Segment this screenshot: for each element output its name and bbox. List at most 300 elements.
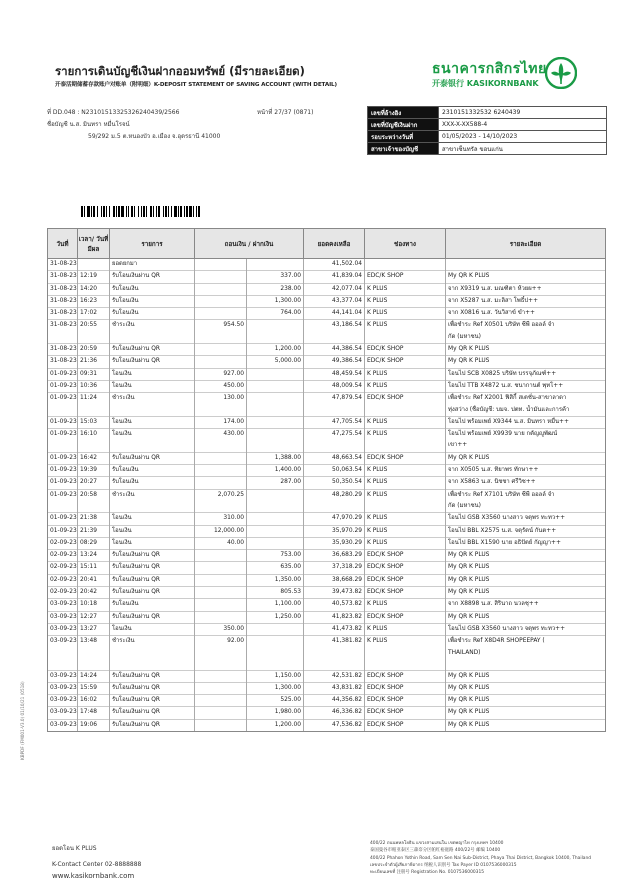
- row-time: 13:27: [78, 623, 110, 635]
- row-channel: EDC/K SHOP: [365, 587, 446, 599]
- row-date: 31-08-23: [48, 283, 78, 295]
- row-deposit: 1,350.00: [247, 574, 304, 586]
- row-date: 03-09-23: [48, 611, 78, 623]
- account-name: ชื่อบัญชี น.ส. มินทรา หมื่นโรจน์: [47, 121, 130, 128]
- row-description: รับโอนเงินผ่าน QR: [110, 695, 195, 707]
- row-time: 16:10: [78, 429, 110, 441]
- row-balance: [304, 659, 365, 670]
- row-date: 03-09-23: [48, 695, 78, 707]
- row-deposit: [247, 648, 304, 659]
- row-description: รับโอนเงินผ่าน QR: [110, 550, 195, 562]
- row-channel: K PLUS: [365, 380, 446, 392]
- kbank-logo-icon: [545, 57, 577, 89]
- row-deposit: [247, 489, 304, 501]
- row-balance: 44,141.04: [304, 308, 365, 320]
- row-withdrawal: [195, 271, 247, 283]
- address-line: 400/22 Phahon Yothin Road, Sam Sen Nai Sub-District, Phaya Thai District, Bangkok 10400, Thailand: [370, 855, 592, 861]
- row-balance: 43,186.54: [304, 320, 365, 332]
- row-description: รับโอนเงินผ่าน QR: [110, 271, 195, 283]
- table-row: [48, 416, 606, 428]
- table-row: [48, 405, 606, 417]
- col-description: รายการ: [110, 229, 195, 259]
- row-channel: [365, 440, 446, 452]
- row-balance: 35,970.29: [304, 525, 365, 537]
- row-date: 03-09-23: [48, 636, 78, 648]
- row-deposit: 1,150.00: [247, 670, 304, 682]
- row-channel: [365, 659, 446, 670]
- table-row: [48, 429, 606, 441]
- row-date: 31-08-23: [48, 320, 78, 332]
- row-details: เพื่อชำระ Ref X7101 บริษัท ซีพี ออลล์ จำ: [446, 489, 606, 501]
- row-channel: EDC/K SHOP: [365, 611, 446, 623]
- row-balance: 39,473.82: [304, 587, 365, 599]
- statement-title-th: รายการเดินบัญชีเงินฝากออมทรัพย์ (มีรายละเอียด): [55, 64, 305, 78]
- statement-table: [47, 228, 606, 732]
- row-description: [110, 332, 195, 344]
- row-date: 01-09-23: [48, 429, 78, 441]
- row-details: My QR K PLUS: [446, 550, 606, 562]
- row-details: เขา++: [446, 440, 606, 452]
- row-deposit: 1,250.00: [247, 611, 304, 623]
- row-date: [48, 405, 78, 417]
- row-description: โอนเงิน: [110, 513, 195, 525]
- row-channel: K PLUS: [365, 489, 446, 501]
- row-withdrawal: [195, 344, 247, 356]
- table-row: [48, 465, 606, 477]
- row-deposit: 805.53: [247, 587, 304, 599]
- row-withdrawal: 2,070.25: [195, 489, 247, 501]
- row-deposit: 753.00: [247, 550, 304, 562]
- row-details: [446, 259, 606, 271]
- statement-title-en: 开泰活期储蓄存款账户对账单（附明细）K-DEPOSIT STATEMENT OF SAVING ACCOUNT (WITH DETAIL): [55, 82, 337, 88]
- row-channel: EDC/K SHOP: [365, 682, 446, 694]
- table-row: [48, 489, 606, 501]
- row-description: รับโอนเงินผ่าน QR: [110, 719, 195, 731]
- col-balance: ยอดคงเหลือ: [304, 229, 365, 259]
- row-deposit: 1,388.00: [247, 452, 304, 464]
- row-details: จาก X5863 น.ส. นิชชา ศรีวิช++: [446, 477, 606, 489]
- account-info-box: [367, 106, 607, 155]
- row-details: โอนไป TTB X4872 น.ส. ชนากานต์ พุทโ++: [446, 380, 606, 392]
- row-withdrawal: [195, 452, 247, 464]
- row-time: 11:24: [78, 393, 110, 405]
- row-deposit: [247, 332, 304, 344]
- row-description: รับโอนเงินผ่าน QR: [110, 574, 195, 586]
- table-row: [48, 695, 606, 707]
- row-date: [48, 501, 78, 513]
- row-withdrawal: 130.00: [195, 393, 247, 405]
- row-description: รับโอนเงินผ่าน QR: [110, 682, 195, 694]
- form-code: KBPDF (FM001-V3.0) 01/10/21 (0518): [20, 681, 25, 760]
- table-row: [48, 611, 606, 623]
- row-date: 01-09-23: [48, 416, 78, 428]
- row-date: 01-09-23: [48, 380, 78, 392]
- account-info-value: สาขาเซ็นทรัล ขอนแก่น: [439, 143, 607, 155]
- row-balance: 46,336.82: [304, 707, 365, 719]
- row-balance: 44,386.54: [304, 344, 365, 356]
- row-details: My QR K PLUS: [446, 271, 606, 283]
- row-details: จาก X0505 น.ส. ทิยาพร ทักษา++: [446, 465, 606, 477]
- row-time: 10:18: [78, 599, 110, 611]
- row-deposit: [247, 537, 304, 549]
- footer-website: www.kasikornbank.com: [52, 872, 135, 880]
- row-channel: K PLUS: [365, 416, 446, 428]
- row-withdrawal: [195, 599, 247, 611]
- row-balance: 44,356.82: [304, 695, 365, 707]
- table-row: [48, 271, 606, 283]
- row-description: [110, 440, 195, 452]
- row-details: เพื่อชำระ Ref X2001 ฟิสิกี้ สเตชั่น-สาขาลาดา: [446, 393, 606, 405]
- row-deposit: 525.00: [247, 695, 304, 707]
- row-balance: 49,386.54: [304, 356, 365, 368]
- row-details: My QR K PLUS: [446, 695, 606, 707]
- row-deposit: [247, 429, 304, 441]
- row-details: [446, 659, 606, 670]
- row-details: THAILAND): [446, 648, 606, 659]
- row-balance: [304, 440, 365, 452]
- row-time: 09:31: [78, 368, 110, 380]
- row-description: รับโอนเงินผ่าน QR: [110, 356, 195, 368]
- row-description: รับโอนเงิน: [110, 477, 195, 489]
- row-time: 15:59: [78, 682, 110, 694]
- row-description: รับโอนเงิน: [110, 465, 195, 477]
- row-balance: 38,668.29: [304, 574, 365, 586]
- table-row: [48, 332, 606, 344]
- row-withdrawal: 92.00: [195, 636, 247, 648]
- row-description: ยอดยกมา: [110, 259, 195, 271]
- row-balance: [304, 648, 365, 659]
- account-info-value: 01/05/2023 - 14/10/2023: [439, 131, 607, 143]
- row-balance: 47,275.54: [304, 429, 365, 441]
- row-balance: 47,879.54: [304, 393, 365, 405]
- row-balance: 43,831.82: [304, 682, 365, 694]
- account-info-label: สาขาเจ้าของบัญชี: [368, 143, 439, 155]
- row-channel: EDC/K SHOP: [365, 707, 446, 719]
- row-time: 15:03: [78, 416, 110, 428]
- row-date: 01-09-23: [48, 477, 78, 489]
- row-withdrawal: 927.00: [195, 368, 247, 380]
- row-balance: [304, 405, 365, 417]
- row-time: 14:20: [78, 283, 110, 295]
- row-deposit: 1,200.00: [247, 719, 304, 731]
- row-withdrawal: 310.00: [195, 513, 247, 525]
- row-deposit: [247, 440, 304, 452]
- row-channel: EDC/K SHOP: [365, 271, 446, 283]
- table-row: [48, 550, 606, 562]
- row-time: 20:42: [78, 587, 110, 599]
- row-description: โอนเงิน: [110, 368, 195, 380]
- address-line: เลขประจำตัวผู้เสียภาษีอากร 纳税人识别号 Tax Payer ID 0107536000315: [370, 862, 517, 868]
- row-time: 16:02: [78, 695, 110, 707]
- row-balance: 40,573.82: [304, 599, 365, 611]
- row-description: โอนเงิน: [110, 380, 195, 392]
- bank-address-block: [370, 840, 606, 876]
- table-row: [48, 320, 606, 332]
- row-date: 31-08-23: [48, 344, 78, 356]
- row-date: 31-08-23: [48, 295, 78, 307]
- row-deposit: [247, 513, 304, 525]
- row-description: รับโอนเงินผ่าน QR: [110, 611, 195, 623]
- row-balance: 47,970.29: [304, 513, 365, 525]
- row-withdrawal: [195, 695, 247, 707]
- row-date: 31-08-23: [48, 259, 78, 271]
- row-deposit: [247, 320, 304, 332]
- row-details: โอนไป GSB X3560 นางสาว จตุพร ทะทว++: [446, 623, 606, 635]
- row-balance: 48,459.54: [304, 368, 365, 380]
- row-withdrawal: [195, 465, 247, 477]
- row-withdrawal: [195, 611, 247, 623]
- row-details: My QR K PLUS: [446, 356, 606, 368]
- address-line: ทะเบียนเลขที่ 注册号 Registration No. 0107536000315: [370, 870, 485, 876]
- row-balance: 37,318.29: [304, 562, 365, 574]
- row-details: จาก X0816 น.ส. วันวิสาข์ ขำ++: [446, 308, 606, 320]
- row-description: รับโอนเงินผ่าน QR: [110, 587, 195, 599]
- row-deposit: [247, 501, 304, 513]
- col-details: รายละเอียด: [446, 229, 606, 259]
- row-description: รับโอนเงิน: [110, 599, 195, 611]
- row-date: 02-09-23: [48, 562, 78, 574]
- row-description: โอนเงิน: [110, 525, 195, 537]
- row-time: [78, 405, 110, 417]
- row-date: 02-09-23: [48, 587, 78, 599]
- table-row: [48, 283, 606, 295]
- row-deposit: [247, 405, 304, 417]
- row-date: 01-09-23: [48, 368, 78, 380]
- row-details: จาก X8898 น.ส. สิรินาถ นวลชุ++: [446, 599, 606, 611]
- table-row: [48, 501, 606, 513]
- row-channel: K PLUS: [365, 308, 446, 320]
- row-channel: [365, 648, 446, 659]
- account-info-label: เลขที่อ้างอิง: [368, 107, 439, 119]
- table-row: [48, 380, 606, 392]
- row-time: 12:19: [78, 271, 110, 283]
- row-withdrawal: [195, 707, 247, 719]
- row-balance: 41,381.82: [304, 636, 365, 648]
- row-deposit: 337.00: [247, 271, 304, 283]
- row-withdrawal: [195, 283, 247, 295]
- account-info-label: รอบระหว่างวันที่: [368, 131, 439, 143]
- table-row: [48, 308, 606, 320]
- table-row: [48, 587, 606, 599]
- row-channel: K PLUS: [365, 465, 446, 477]
- row-withdrawal: [195, 562, 247, 574]
- row-description: รับโอนเงิน: [110, 283, 195, 295]
- table-row: [48, 670, 606, 682]
- row-description: [110, 501, 195, 513]
- row-time: 17:02: [78, 308, 110, 320]
- address-line: 400/22 ถนนพหลโยธิน แขวงสามเสนใน เขตพญาไท กรุงเทพฯ 10400: [370, 841, 504, 846]
- row-description: รับโอนเงินผ่าน QR: [110, 344, 195, 356]
- row-balance: 41,502.04: [304, 259, 365, 271]
- account-address: 59/292 ม.5 ต.หนองบัว อ.เมือง จ.อุดรธานี 41000: [88, 133, 221, 140]
- row-channel: K PLUS: [365, 429, 446, 441]
- table-row: [48, 636, 606, 648]
- row-date: 03-09-23: [48, 719, 78, 731]
- row-time: [78, 332, 110, 344]
- row-time: 13:24: [78, 550, 110, 562]
- row-time: 20:41: [78, 574, 110, 586]
- table-row: [48, 259, 606, 271]
- col-amount: ถอนเงิน / ฝากเงิน: [195, 229, 304, 259]
- row-withdrawal: [195, 259, 247, 271]
- row-withdrawal: [195, 295, 247, 307]
- row-withdrawal: 450.00: [195, 380, 247, 392]
- account-info-value: XXX-X-XX588-4: [439, 119, 607, 131]
- bank-name-th: ธนาคารกสิกรไทย: [432, 61, 547, 77]
- table-row: [48, 368, 606, 380]
- row-withdrawal: 12,000.00: [195, 525, 247, 537]
- row-details: จาก X9319 น.ส. มณฑิตา ห้วยผ++: [446, 283, 606, 295]
- row-deposit: 1,300.00: [247, 682, 304, 694]
- row-deposit: [247, 659, 304, 670]
- row-deposit: [247, 416, 304, 428]
- page-number: หน้าที่ 27/37 (0871): [257, 109, 314, 116]
- table-row: [48, 452, 606, 464]
- account-info-row: [368, 143, 607, 155]
- row-date: 01-09-23: [48, 525, 78, 537]
- row-withdrawal: [195, 659, 247, 670]
- table-row: [48, 477, 606, 489]
- table-row: [48, 513, 606, 525]
- row-date: 31-08-23: [48, 271, 78, 283]
- row-description: รับโอนเงิน: [110, 308, 195, 320]
- row-date: 01-09-23: [48, 513, 78, 525]
- row-details: ทุ่งสว่าง (ชื่อบัญชี: บมจ. ปตท. น้ำมันและการค้า: [446, 405, 606, 417]
- row-time: 21:38: [78, 513, 110, 525]
- account-info-row: [368, 119, 607, 131]
- row-date: 02-09-23: [48, 550, 78, 562]
- row-withdrawal: [195, 308, 247, 320]
- row-description: ชำระเงิน: [110, 489, 195, 501]
- row-deposit: [247, 393, 304, 405]
- row-withdrawal: [195, 356, 247, 368]
- footer-contact: K-Contact Center 02-8888888: [52, 861, 142, 868]
- table-row: [48, 574, 606, 586]
- row-withdrawal: [195, 440, 247, 452]
- row-channel: K PLUS: [365, 623, 446, 635]
- table-row: [48, 295, 606, 307]
- row-details: โอนไป GSB X3560 นางสาว จตุพร ทะทว++: [446, 513, 606, 525]
- row-deposit: [247, 368, 304, 380]
- row-time: 15:11: [78, 562, 110, 574]
- row-time: [78, 501, 110, 513]
- row-balance: 41,839.04: [304, 271, 365, 283]
- row-date: [48, 332, 78, 344]
- row-date: [48, 648, 78, 659]
- row-description: [110, 659, 195, 670]
- row-deposit: 635.00: [247, 562, 304, 574]
- row-balance: 41,473.82: [304, 623, 365, 635]
- row-date: 03-09-23: [48, 707, 78, 719]
- account-info-row: [368, 131, 607, 143]
- row-description: รับโอนเงินผ่าน QR: [110, 670, 195, 682]
- row-details: กัด (มหาชน): [446, 501, 606, 513]
- row-channel: K PLUS: [365, 537, 446, 549]
- row-time: 19:06: [78, 719, 110, 731]
- row-balance: 50,350.54: [304, 477, 365, 489]
- row-channel: [365, 259, 446, 271]
- row-withdrawal: [195, 670, 247, 682]
- row-balance: 42,077.04: [304, 283, 365, 295]
- row-date: 02-09-23: [48, 574, 78, 586]
- row-channel: EDC/K SHOP: [365, 574, 446, 586]
- row-withdrawal: [195, 648, 247, 659]
- row-description: ชำระเงิน: [110, 636, 195, 648]
- table-header: [48, 229, 606, 259]
- row-date: 31-08-23: [48, 356, 78, 368]
- bank-name-en: 开泰银行 KASIKORNBANK: [432, 79, 539, 88]
- row-details: โอนไป BBL X1590 นาย อธิปัตย์ กัญญา++: [446, 537, 606, 549]
- table-row: [48, 525, 606, 537]
- row-balance: 36,683.29: [304, 550, 365, 562]
- table-row: [48, 707, 606, 719]
- row-time: [78, 659, 110, 670]
- row-withdrawal: [195, 587, 247, 599]
- row-description: [110, 648, 195, 659]
- row-deposit: 287.00: [247, 477, 304, 489]
- row-balance: 48,663.54: [304, 452, 365, 464]
- row-date: 03-09-23: [48, 623, 78, 635]
- row-time: 20:27: [78, 477, 110, 489]
- row-details: โอนไป SCB X0825 บริษัท บรรจุภัณฑ์++: [446, 368, 606, 380]
- row-date: 31-08-23: [48, 308, 78, 320]
- row-date: 01-09-23: [48, 465, 78, 477]
- table-row: [48, 344, 606, 356]
- row-channel: EDC/K SHOP: [365, 393, 446, 405]
- row-details: My QR K PLUS: [446, 587, 606, 599]
- account-info-value: 2310151332532 6240439: [439, 107, 607, 119]
- row-date: 01-09-23: [48, 489, 78, 501]
- table-row: [48, 648, 606, 659]
- row-channel: EDC/K SHOP: [365, 452, 446, 464]
- row-time: 20:55: [78, 320, 110, 332]
- document-reference: ที่ DD.048 : N23101513325326240439/2566: [47, 109, 180, 116]
- row-date: 02-09-23: [48, 537, 78, 549]
- table-row: [48, 623, 606, 635]
- barcode: [81, 206, 294, 217]
- row-date: 03-09-23: [48, 682, 78, 694]
- row-deposit: 5,000.00: [247, 356, 304, 368]
- row-balance: 47,536.82: [304, 719, 365, 731]
- row-description: [110, 405, 195, 417]
- row-date: 03-09-23: [48, 670, 78, 682]
- row-time: 10:36: [78, 380, 110, 392]
- row-date: [48, 440, 78, 452]
- row-channel: K PLUS: [365, 636, 446, 648]
- footer-carried-label: ยอดโอน K PLUS: [52, 845, 97, 852]
- row-description: โอนเงิน: [110, 623, 195, 635]
- row-time: 20:58: [78, 489, 110, 501]
- row-details: โอนไป BBL X2575 น.ส. จตุรัตน์ กันต++: [446, 525, 606, 537]
- row-description: โอนเงิน: [110, 429, 195, 441]
- row-channel: K PLUS: [365, 320, 446, 332]
- row-withdrawal: [195, 332, 247, 344]
- row-details: My QR K PLUS: [446, 670, 606, 682]
- row-details: My QR K PLUS: [446, 574, 606, 586]
- row-withdrawal: [195, 682, 247, 694]
- row-balance: 47,705.54: [304, 416, 365, 428]
- row-deposit: 238.00: [247, 283, 304, 295]
- row-balance: [304, 501, 365, 513]
- row-details: My QR K PLUS: [446, 452, 606, 464]
- row-time: 08:29: [78, 537, 110, 549]
- row-channel: [365, 501, 446, 513]
- row-time: 20:59: [78, 344, 110, 356]
- row-withdrawal: [195, 501, 247, 513]
- row-balance: 48,280.29: [304, 489, 365, 501]
- row-time: 16:23: [78, 295, 110, 307]
- row-channel: EDC/K SHOP: [365, 356, 446, 368]
